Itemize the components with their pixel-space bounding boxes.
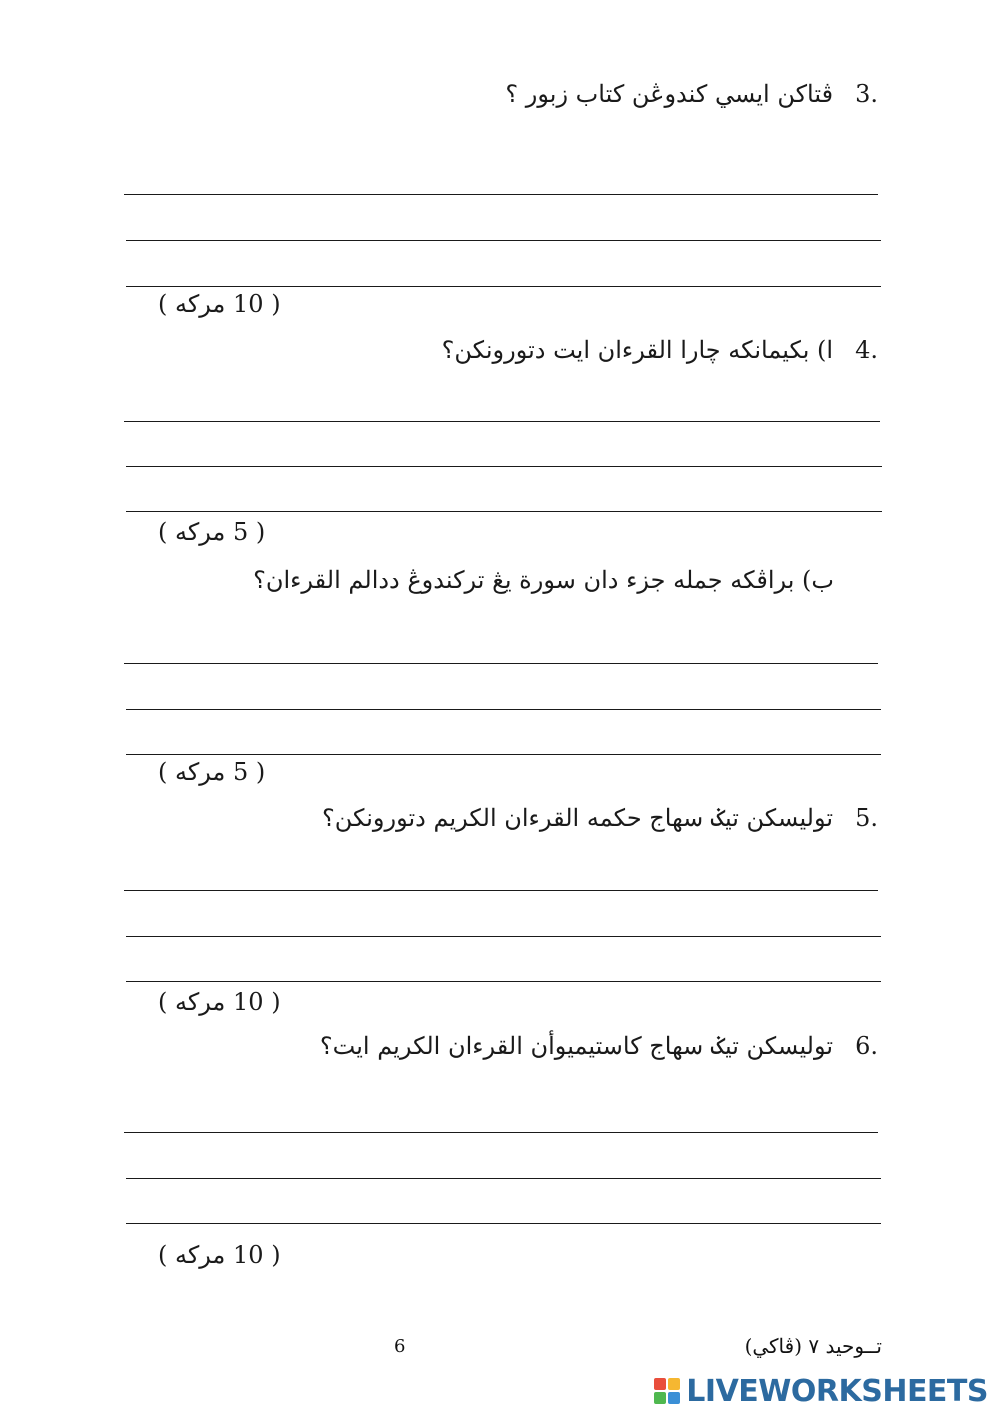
marks-label: ( 10 مرکه ) <box>158 988 281 1016</box>
answer-line[interactable] <box>126 1178 881 1179</box>
answer-line[interactable] <box>126 240 881 241</box>
answer-line[interactable] <box>126 511 882 512</box>
question-text: توليسکن تيݢ سهاج حکمه القرءان الکريم دتورونکن؟ <box>321 804 834 832</box>
marks-label: ( 10 مرکه ) <box>158 1241 281 1269</box>
answer-line[interactable] <box>126 981 881 982</box>
logo-tile <box>668 1378 680 1390</box>
question-4b <box>253 566 834 594</box>
answer-line[interactable] <box>126 709 881 710</box>
answer-line[interactable] <box>124 663 878 664</box>
question-text: ب) براڤکه جمله جزء دان سورة يڠ ترکندوڠ ددالم القرءان؟ <box>253 566 834 594</box>
answer-line[interactable] <box>126 286 881 287</box>
logo-tile <box>668 1392 680 1404</box>
question-number: .3 <box>855 80 878 108</box>
question-text: ڤتاکن ايسي کندوڠن کتاب زبور ؟ <box>505 80 834 108</box>
footer-title: تــوحيد ٧ (ڤاکي) <box>744 1334 882 1358</box>
logo-tile <box>654 1378 666 1390</box>
question-5 <box>322 804 878 832</box>
page-number: 6 <box>394 1336 406 1357</box>
answer-line[interactable] <box>124 890 878 891</box>
liveworksheets-watermark <box>654 1375 988 1407</box>
answer-line[interactable] <box>124 194 878 195</box>
question-text: توليسکن تيݢ سهاج کاستيميوأن القرءان الکريم ايت؟ <box>319 1032 834 1060</box>
question-6 <box>320 1032 878 1060</box>
question-4a <box>442 336 878 364</box>
marks-label: ( 10 مرکه ) <box>158 290 281 318</box>
answer-line[interactable] <box>126 754 881 755</box>
question-number: .5 <box>855 804 878 832</box>
answer-line[interactable] <box>124 1132 878 1133</box>
question-number: .6 <box>855 1032 878 1060</box>
question-text: ا) بکيمانکه چارا القرءان ايت دتورونکن؟ <box>441 336 834 364</box>
marks-label: ( 5 مرکه ) <box>158 518 266 546</box>
liveworksheets-logo-icon <box>654 1378 680 1404</box>
answer-line[interactable] <box>124 421 880 422</box>
logo-tile <box>654 1392 666 1404</box>
answer-line[interactable] <box>126 1223 881 1224</box>
question-3 <box>505 80 878 108</box>
answer-line[interactable] <box>126 466 882 467</box>
watermark-text: LIVEWORKSHEETS <box>686 1373 988 1409</box>
marks-label: ( 5 مرکه ) <box>158 758 266 786</box>
question-number: .4 <box>855 336 878 364</box>
answer-line[interactable] <box>126 936 881 937</box>
